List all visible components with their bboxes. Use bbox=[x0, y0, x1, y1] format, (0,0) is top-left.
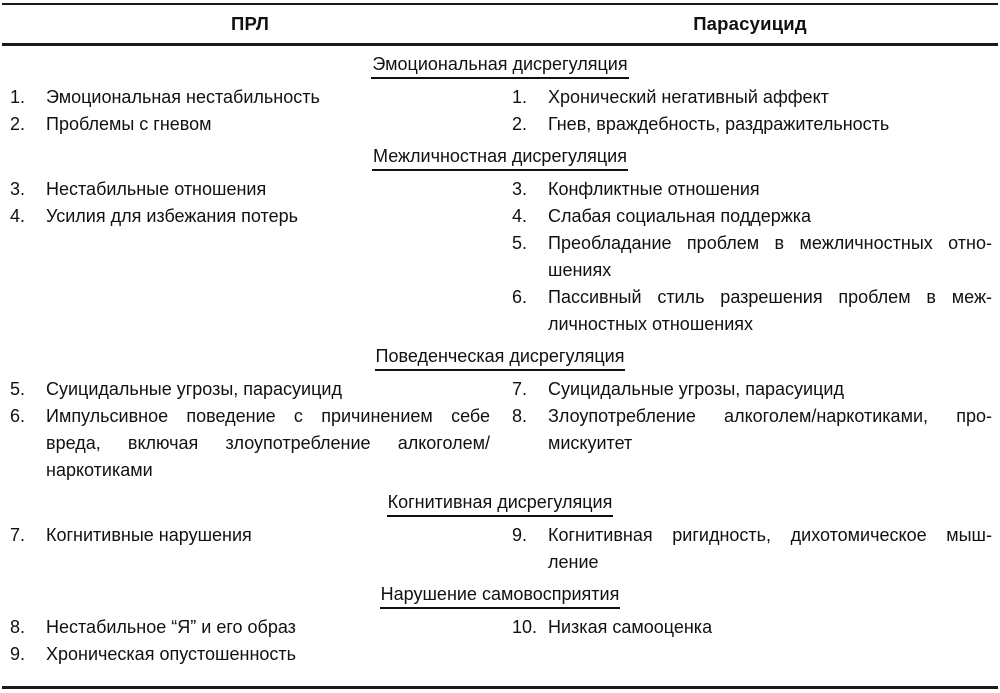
item-text: Суицидальные угрозы, парасуицид bbox=[548, 379, 844, 399]
section bbox=[0, 584, 1000, 668]
section-heading-row bbox=[0, 146, 1000, 168]
list-item bbox=[512, 230, 992, 284]
item-text: Суицидальные угрозы, парасуицид bbox=[46, 379, 342, 399]
column-left bbox=[8, 176, 490, 338]
item-text: Нестабильные отношения bbox=[46, 179, 267, 199]
section bbox=[0, 346, 1000, 484]
item-number: 5. bbox=[512, 233, 528, 253]
list-item bbox=[10, 614, 490, 641]
section-heading-row bbox=[0, 492, 1000, 514]
item-number: 6. bbox=[512, 287, 528, 307]
section-body bbox=[0, 176, 1000, 338]
item-number: 4. bbox=[10, 206, 26, 226]
comparison-table-page bbox=[0, 3, 1000, 693]
item-number: 3. bbox=[10, 179, 26, 199]
column-left bbox=[8, 614, 490, 668]
list-item bbox=[512, 376, 992, 403]
list-item bbox=[10, 203, 490, 230]
list-item bbox=[512, 84, 992, 111]
item-number: 8. bbox=[10, 617, 26, 637]
item-number: 7. bbox=[512, 379, 528, 399]
item-text: Гнев, враждебность, раздражительность bbox=[548, 114, 890, 134]
section-body bbox=[0, 614, 1000, 668]
column-left bbox=[8, 376, 490, 484]
list-item bbox=[512, 403, 992, 457]
list-item bbox=[10, 522, 490, 549]
section-heading: Когнитивная дисрегуляция bbox=[387, 492, 614, 517]
section-heading-row bbox=[0, 584, 1000, 606]
item-number: 8. bbox=[512, 406, 528, 426]
section-body bbox=[0, 376, 1000, 484]
item-text: Слабая социальная поддержка bbox=[548, 206, 812, 226]
item-number: 9. bbox=[10, 644, 26, 664]
list-item bbox=[10, 111, 490, 138]
column-right bbox=[490, 176, 992, 338]
list-item bbox=[512, 522, 992, 576]
item-text: Усилия для избежания потерь bbox=[46, 206, 298, 226]
item-text: Конфликтные отношения bbox=[548, 179, 760, 199]
item-number: 4. bbox=[512, 206, 528, 226]
column-right bbox=[490, 614, 992, 668]
item-number: 6. bbox=[10, 406, 26, 426]
list-item bbox=[10, 403, 490, 484]
item-number: 2. bbox=[512, 114, 528, 134]
list-item bbox=[10, 84, 490, 111]
section-heading: Нарушение самовосприятия bbox=[380, 584, 621, 609]
list-item bbox=[10, 641, 490, 668]
list-item bbox=[10, 376, 490, 403]
section bbox=[0, 146, 1000, 338]
item-text: Проблемы с гневом bbox=[46, 114, 212, 134]
item-number: 2. bbox=[10, 114, 26, 134]
list-item bbox=[512, 111, 992, 138]
section bbox=[0, 492, 1000, 576]
item-text: Когнитивные нарушения bbox=[46, 525, 252, 545]
list-item bbox=[512, 614, 992, 641]
header-rule bbox=[2, 43, 998, 46]
item-number: 1. bbox=[10, 87, 26, 107]
section-heading: Поведенческая дисрегуляция bbox=[375, 346, 626, 371]
item-text: Импульсивное поведение с причинением себе вреда, включая злоупотребление алкоголем/​наркотиками bbox=[46, 406, 490, 480]
section-heading: Эмоциональная дисрегуляция bbox=[371, 54, 628, 79]
column-header-parasuicide: Парасуицид bbox=[693, 13, 807, 34]
item-number: 3. bbox=[512, 179, 528, 199]
column-header-prl: ПРЛ bbox=[230, 13, 270, 34]
item-number: 5. bbox=[10, 379, 26, 399]
list-item bbox=[10, 176, 490, 203]
item-number: 1. bbox=[512, 87, 528, 107]
list-item bbox=[512, 284, 992, 338]
item-text: Когнитивная ригидность, дихотомическое мышление bbox=[548, 525, 992, 572]
item-text: Злоупотребление алкоголем/​наркотиками, промискуитет bbox=[548, 406, 992, 453]
list-item bbox=[512, 203, 992, 230]
section-heading: Межличностная дисрегуляция bbox=[372, 146, 628, 171]
section-heading-row bbox=[0, 346, 1000, 368]
column-right bbox=[490, 376, 992, 484]
column-left bbox=[8, 84, 490, 138]
section bbox=[0, 54, 1000, 138]
table-body bbox=[0, 54, 1000, 668]
item-text: Преобладание проблем в межличностных отношениях bbox=[548, 233, 992, 280]
list-item bbox=[512, 176, 992, 203]
item-number: 9. bbox=[512, 525, 528, 545]
item-text: Низкая самооценка bbox=[548, 617, 713, 637]
item-text: Хронический негативный аффект bbox=[548, 87, 829, 107]
column-right bbox=[490, 522, 992, 576]
item-text: Нестабильное “Я” и его образ bbox=[46, 617, 296, 637]
section-body bbox=[0, 522, 1000, 576]
section-body bbox=[0, 84, 1000, 138]
item-text: Пассивный стиль разрешения проблем в межличностных отношениях bbox=[548, 287, 992, 334]
item-number: 10. bbox=[512, 617, 538, 637]
column-left bbox=[8, 522, 490, 576]
item-text: Эмоциональная нестабильность bbox=[46, 87, 320, 107]
bottom-rule bbox=[2, 686, 998, 689]
section-heading-row bbox=[0, 54, 1000, 76]
column-right bbox=[490, 84, 992, 138]
item-number: 7. bbox=[10, 525, 26, 545]
item-text: Хроническая опустошенность bbox=[46, 644, 297, 664]
table-header-row bbox=[0, 5, 1000, 43]
